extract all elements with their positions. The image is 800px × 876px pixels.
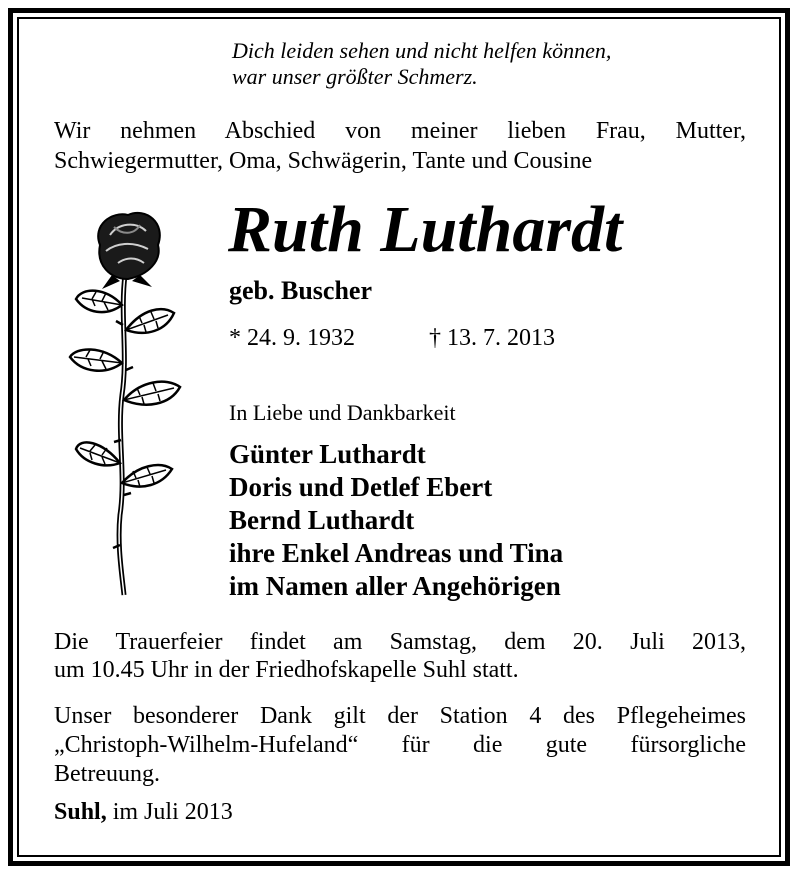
birth-date: * 24. 9. 1932: [229, 325, 355, 351]
life-dates: [229, 325, 555, 352]
mourner-name: Bernd Luthardt: [229, 505, 415, 535]
mourner-name: ihre Enkel Andreas und Tina: [229, 538, 564, 568]
thanks-line-2: „Christoph-Wilhelm-Hufeland“ für die gute fürsorgliche: [54, 732, 746, 758]
motto-line-2: war unser größter Schmerz.: [232, 64, 478, 89]
mourners-list: [229, 438, 563, 603]
mourner-name: Doris und Detlef Ebert: [229, 472, 493, 502]
maiden-name: geb. Buscher: [229, 276, 372, 305]
intro-text: [54, 116, 746, 176]
mourner-name: Günter Luthardt: [229, 439, 426, 469]
funeral-line-1: Die Trauerfeier findet am Samstag, dem 20. Juli 2013,: [54, 629, 746, 655]
intro-line-1: Wir nehmen Abschied von meiner lieben Frau, Mutter,: [54, 118, 746, 144]
funeral-notice: [54, 628, 746, 684]
rose-icon: [62, 205, 192, 600]
mourner-name: im Namen aller Angehörigen: [229, 571, 561, 601]
closing-place: Suhl,: [54, 799, 107, 825]
death-date: † 13. 7. 2013: [429, 325, 555, 351]
motto: [232, 38, 611, 90]
thanks-notice: [54, 702, 746, 789]
thanks-line-3: Betreuung.: [54, 761, 160, 787]
mourners-label: In Liebe und Dankbarkeit: [229, 400, 456, 425]
deceased-name: Ruth Luthardt: [228, 193, 623, 266]
closing-date: im Juli 2013: [112, 799, 233, 825]
intro-line-2: Schwiegermutter, Oma, Schwägerin, Tante und Cousine: [54, 148, 593, 174]
funeral-line-2: um 10.45 Uhr in der Friedhofskapelle Suhl statt.: [54, 657, 519, 683]
motto-line-1: Dich leiden sehen und nicht helfen können,: [232, 38, 612, 63]
thanks-line-1: Unser besonderer Dank gilt der Station 4 des Pflegeheimes: [54, 703, 746, 729]
closing-line: [54, 799, 233, 826]
